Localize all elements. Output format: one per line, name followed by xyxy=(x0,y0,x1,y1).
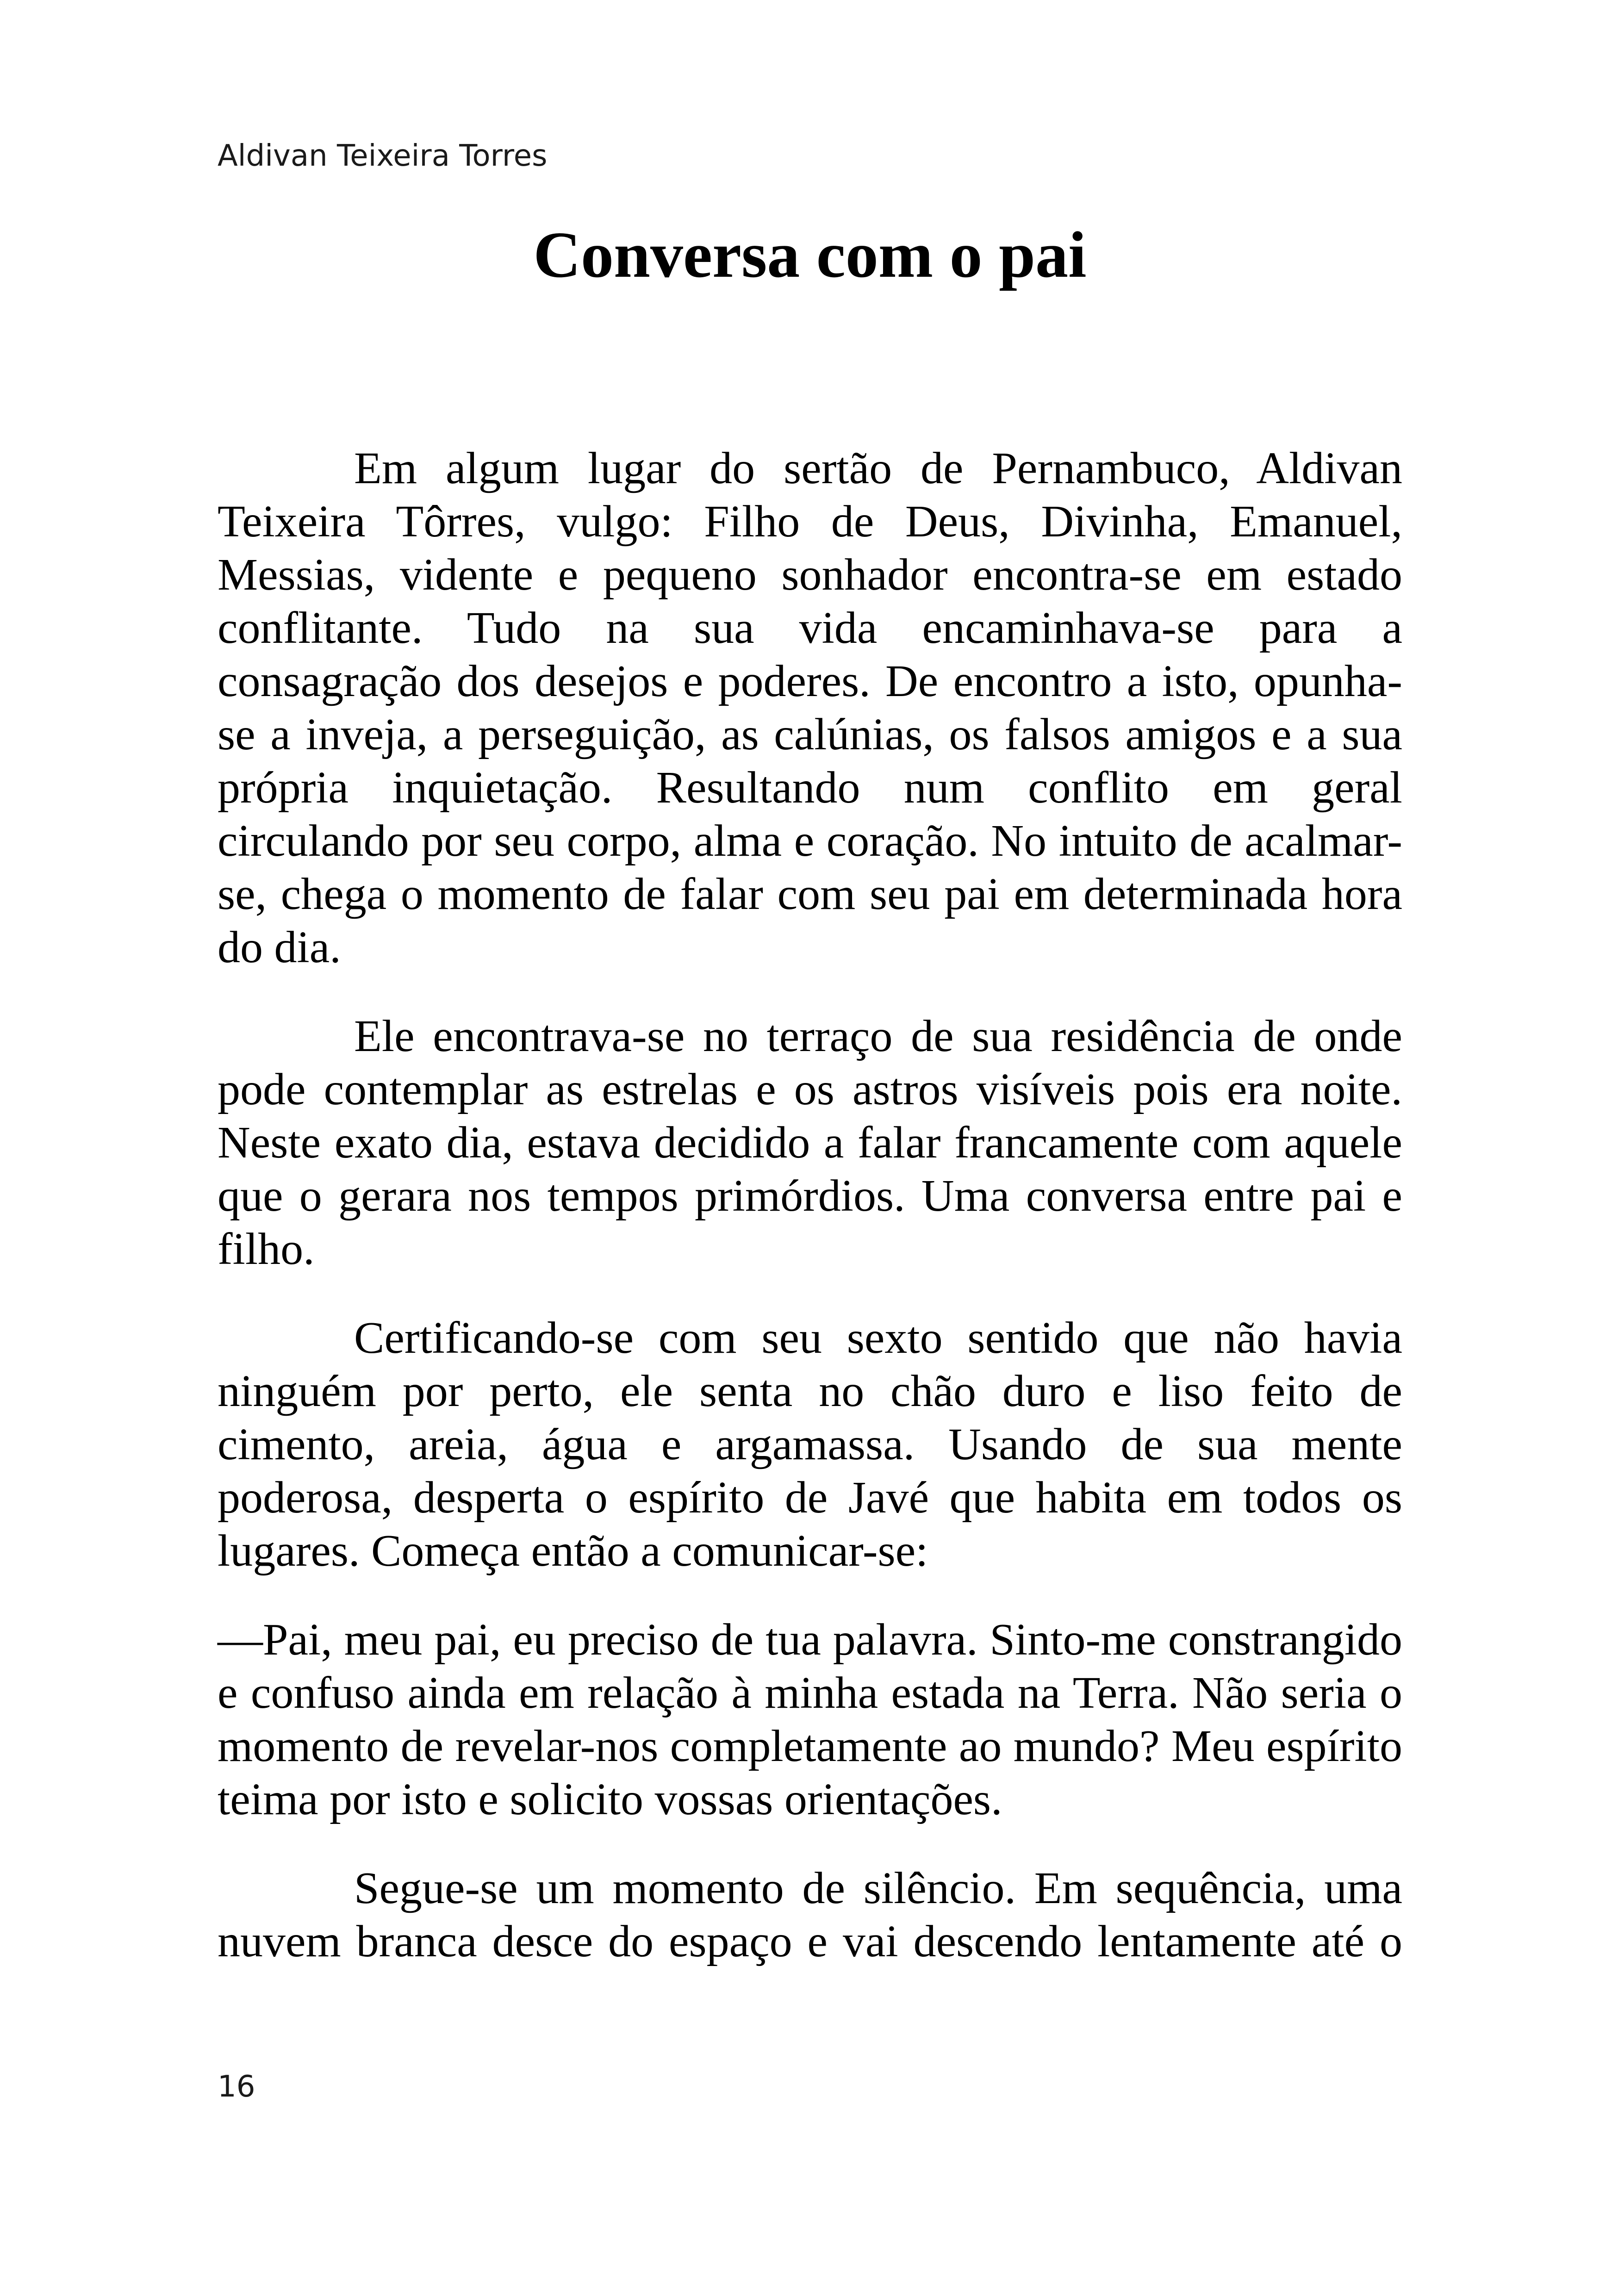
page-number: 16 xyxy=(218,2070,255,2104)
paragraph-2: Ele encontrava-se no terraço de sua residência de onde pode contemplar as estrelas e os astros visíveis pois era noite. Neste exato dia, estava decidido a falar francamente com aquele que o gerara nos tempos primórdios. Uma conversa entre pai e filho. xyxy=(218,1011,1402,1274)
body-text xyxy=(218,442,1402,1968)
paragraph-1: Em algum lugar do sertão de Pernambuco, Aldivan Teixeira Tôrres, vulgo: Filho de Deus, Divinha, Emanuel, Messias, vidente e pequeno sonhador encontra-se em estado conflitante. Tudo na sua vida encaminhava-se para a consagração dos desejos e poderes. De encontro a isto, opunha-se a inveja, a perseguição, as calúnias, os falsos amigos e a sua própria inquietação. Resultando num conflito em geral circulando por seu corpo, alma e coração. No intuito de acalmar-se, chega o momento de falar com seu pai em determinada hora do dia. xyxy=(218,443,1402,972)
paragraph-5: Segue-se um momento de silêncio. Em sequência, uma nuvem branca desce do espaço e vai descendo lentamente até o xyxy=(218,1863,1402,1966)
chapter-title: Conversa com o pai xyxy=(533,218,1087,291)
running-header-author: Aldivan Teixeira Torres xyxy=(218,139,548,173)
paragraph-3: Certificando-se com seu sexto sentido que não havia ninguém por perto, ele senta no chão duro e liso feito de cimento, areia, água e argamassa. Usando de sua mente poderosa, desperta o espírito de Javé que habita em todos os lugares. Começa então a comunicar-se: xyxy=(218,1313,1402,1576)
paragraph-4-dialogue: —Pai, meu pai, eu preciso de tua palavra. Sinto-me constrangido e confuso ainda em relação à minha estada na Terra. Não seria o momento de revelar-nos completamente ao mundo? Meu espírito teima por isto e solicito vossas orientações. xyxy=(218,1615,1402,1824)
